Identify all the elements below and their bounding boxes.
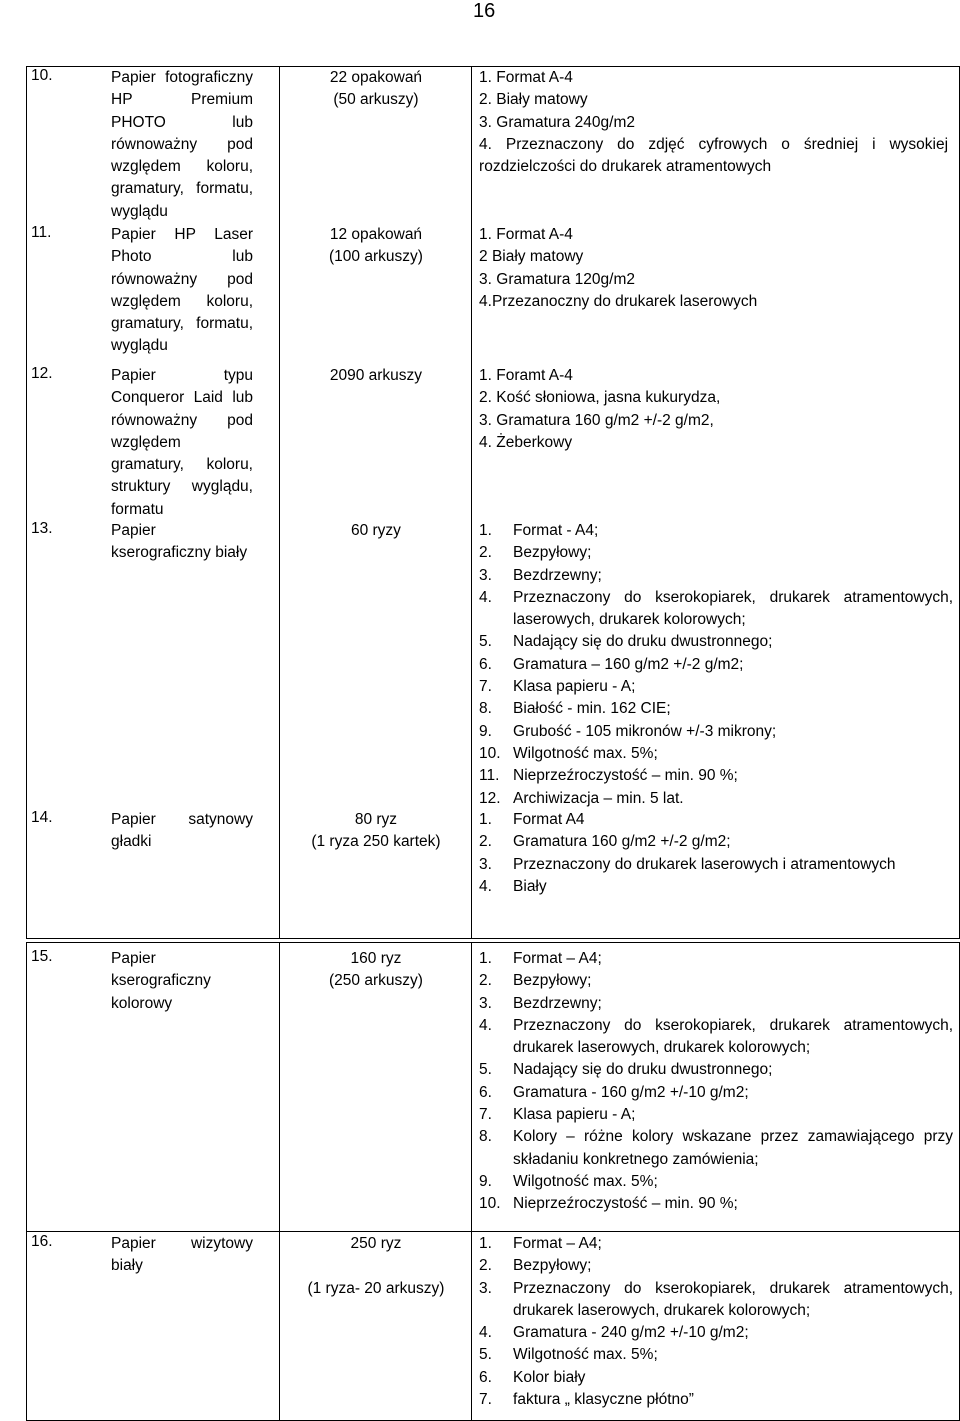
quantity-13	[280, 520, 471, 542]
item-number: 12.	[31, 365, 53, 382]
spec-item	[472, 970, 960, 992]
spec-item-number: 4.	[479, 588, 492, 606]
spec-item	[472, 1278, 960, 1300]
spec-line: 3. Gramatura 120g/m2	[479, 270, 635, 288]
item-name-line: gramatury, formatu,	[111, 315, 253, 333]
quantity-column	[280, 67, 472, 939]
spec-item-text: Format - A4;	[513, 522, 599, 539]
quantity-line: 12 opakowań	[329, 226, 423, 243]
item-name-line: Papier HP Laser	[111, 226, 253, 243]
item-name-line: Papier	[111, 522, 156, 539]
spec-item-number: 5.	[479, 633, 492, 651]
spec-item-number: 8.	[479, 1128, 492, 1146]
specification-column	[472, 943, 960, 1232]
item-name	[111, 1233, 253, 1278]
item-name-line: Papier fotograficzny	[111, 69, 253, 86]
item-name	[111, 948, 253, 1015]
spec-item-number: 3.	[479, 1279, 492, 1297]
spec-item-text: Klasa papieru - A;	[513, 678, 636, 696]
spec-item-number: 10.	[479, 1195, 501, 1213]
quantity-line: (250 arkuszy)	[329, 972, 423, 990]
spec-item-text: laserowych, drukarek kolorowych;	[513, 611, 746, 629]
spec-item-number: 7.	[479, 678, 492, 696]
item-name-line: Photo lub	[111, 248, 253, 266]
item-name-line: Papier wizytowy	[111, 1235, 253, 1252]
spec-line: 2 Biały matowy	[479, 248, 584, 266]
spec-line: 2. Kość słoniowa, jasna kukurydza,	[479, 389, 721, 407]
spec-item	[472, 1322, 960, 1344]
quantity-line	[280, 1255, 471, 1277]
quantity-line: 60 ryzy	[350, 522, 401, 539]
item-name	[111, 67, 253, 223]
quantity-line: (1 ryza 250 kartek)	[311, 833, 441, 851]
item-name-line: formatu	[111, 500, 164, 518]
spec-item-number: 12.	[479, 789, 501, 807]
spec-item-text: składaniu konkretnego zamówienia;	[513, 1150, 759, 1168]
item-name-line: równoważny pod	[111, 135, 253, 153]
paper-spec-table-1	[26, 66, 960, 939]
spec-item	[472, 721, 960, 743]
item-name-line: biały	[111, 1257, 143, 1275]
item-name-line: Papier	[111, 950, 156, 967]
quantity-line: 250 ryz	[350, 1235, 402, 1252]
spec-line: 3. Gramatura 240g/m2	[479, 113, 635, 131]
spec-item-number: 1.	[479, 811, 492, 828]
item-name-column	[27, 943, 280, 1232]
spec-item-number: 2.	[479, 1257, 492, 1275]
spec-item-number: 4.	[479, 1016, 492, 1034]
spec-item-number: 9.	[479, 1172, 492, 1190]
item-name-line: Papier satynowy	[111, 811, 253, 828]
spec-item	[472, 609, 960, 631]
spec-item-text: Bezpyłowy;	[513, 972, 592, 990]
spec-item-number: 1.	[479, 950, 492, 967]
quantity-line: 2090 arkuszy	[329, 367, 423, 384]
spec-item	[472, 1126, 960, 1148]
spec-item-text: Bezdrzewny;	[513, 994, 602, 1012]
spec-item	[472, 1171, 960, 1193]
quantity-14	[280, 809, 471, 854]
item-name-column	[27, 67, 280, 939]
quantity-10	[280, 67, 471, 112]
spec-item	[472, 1255, 960, 1277]
quantity-11	[280, 224, 471, 269]
spec-item	[472, 1344, 960, 1366]
spec-line: rozdzielczości do drukarek atramentowych	[479, 158, 772, 176]
spec-item-number: 6.	[479, 1368, 492, 1386]
spec-item	[472, 831, 960, 853]
spec-item-text: Format A4	[513, 811, 585, 828]
spec-item	[472, 565, 960, 587]
spec-item-number: 6.	[479, 655, 492, 673]
spec-item-text: Wilgotność max. 5%;	[513, 1172, 658, 1190]
spec-item	[472, 1059, 960, 1081]
spec-item-text: Białość - min. 162 CIE;	[513, 700, 671, 718]
spec-item-text: Nadający się do druku dwustronnego;	[513, 1061, 773, 1079]
spec-line: 4. Żeberkowy	[479, 433, 573, 451]
spec-item-text: Biały	[513, 877, 547, 895]
spec-11	[472, 224, 960, 313]
spec-item	[472, 948, 960, 970]
spec-item	[472, 993, 960, 1015]
spec-item-number: 3.	[479, 994, 492, 1012]
spec-line: 4.Przezanoczny do drukarek laserowych	[479, 292, 758, 310]
spec-item-text: Wilgotność max. 5%;	[513, 744, 658, 762]
item-name-line: Papier typu	[111, 367, 253, 384]
item-name	[111, 365, 253, 521]
spec-item-number: 7.	[479, 1106, 492, 1124]
spec-item	[472, 698, 960, 720]
spec-item-text: Klasa papieru - A;	[513, 1106, 636, 1124]
spec-item-text: Przeznaczony do kserokopiarek, drukarek atramentowych,	[513, 1279, 954, 1297]
spec-item	[472, 520, 960, 542]
spec-item	[472, 1082, 960, 1104]
spec-item-text: Przeznaczony do kserokopiarek, drukarek atramentowych,	[513, 588, 954, 606]
spec-line: 1. Foramt A-4	[479, 367, 573, 384]
item-name-line: struktury wyglądu,	[111, 478, 253, 496]
spec-item	[472, 854, 960, 876]
spec-item-number: 4.	[479, 1324, 492, 1342]
spec-item-number: 7.	[479, 1391, 492, 1409]
spec-item-text: Przeznaczony do kserokopiarek, drukarek atramentowych,	[513, 1016, 954, 1034]
spec-item-text: Bezpyłowy;	[513, 1257, 592, 1275]
spec-12	[472, 365, 960, 454]
item-name	[111, 809, 253, 854]
spec-item-text: Archiwizacja – min. 5 lat.	[513, 789, 684, 807]
item-number: 14.	[31, 809, 53, 826]
spec-item	[472, 1104, 960, 1126]
spec-item-text: Bezdrzewny;	[513, 566, 602, 584]
spec-item	[472, 1149, 960, 1171]
item-name-line: kserograficzny biały	[111, 544, 248, 562]
item-name-line: równoważny pod	[111, 411, 253, 429]
spec-line: 1. Format A-4	[479, 226, 573, 243]
item-name-line: gramatury, formatu,	[111, 180, 253, 198]
spec-item-text: Nieprzeźroczystość – min. 90 %;	[513, 1195, 738, 1213]
quantity-line: 160 ryz	[350, 950, 402, 967]
spec-item-number: 10.	[479, 744, 501, 762]
item-name-line: HP Premium	[111, 91, 253, 109]
spec-item-text: Format – A4;	[513, 1235, 602, 1252]
spec-10	[472, 67, 960, 178]
item-name-line: wyglądu	[111, 337, 168, 355]
quantity-column	[280, 943, 472, 1232]
quantity-16	[280, 1233, 471, 1300]
spec-item	[472, 542, 960, 564]
spec-item	[472, 676, 960, 698]
item-name-line: gładki	[111, 833, 152, 851]
item-number: 16.	[31, 1233, 53, 1250]
quantity-line: (100 arkuszy)	[329, 248, 423, 266]
spec-item	[472, 1367, 960, 1389]
item-name-line: względem	[111, 433, 181, 451]
item-number: 10.	[31, 67, 53, 84]
spec-item	[472, 1300, 960, 1322]
specification-column	[472, 1232, 960, 1421]
specification-column	[472, 67, 960, 939]
spec-item-text: drukarek laserowych, drukarek kolorowych;	[513, 1039, 811, 1057]
spec-item	[472, 654, 960, 676]
item-number: 15.	[31, 948, 53, 965]
spec-item-number: 11.	[479, 767, 500, 785]
spec-item-number: 1.	[479, 1235, 492, 1252]
spec-line: 2. Biały matowy	[479, 91, 588, 109]
spec-13	[472, 520, 960, 810]
spec-line: 3. Gramatura 160 g/m2 +/-2 g/m2,	[479, 411, 714, 429]
spec-item-number: 2.	[479, 833, 492, 851]
paper-spec-table-2	[26, 942, 960, 1421]
item-name-line: kserograficzny	[111, 972, 211, 990]
spec-item-number: 8.	[479, 700, 492, 718]
spec-item-text: Gramatura - 160 g/m2 +/-10 g/m2;	[513, 1083, 749, 1101]
item-name-line: równoważny pod	[111, 270, 253, 288]
spec-item-text: Kolor biały	[513, 1368, 586, 1386]
item-name-line: względem koloru,	[111, 292, 253, 310]
spec-item	[472, 1037, 960, 1059]
spec-item-text: Gramatura - 240 g/m2 +/-10 g/m2;	[513, 1324, 749, 1342]
quantity-column	[280, 1232, 472, 1421]
spec-item	[472, 1193, 960, 1215]
spec-line: 1. Format A-4	[479, 69, 573, 86]
spec-item	[472, 1389, 960, 1411]
item-number: 13.	[31, 520, 53, 537]
quantity-line: 22 opakowań	[329, 69, 423, 86]
spec-item	[472, 876, 960, 898]
spec-item	[472, 587, 960, 609]
item-name-line: gramatury, koloru,	[111, 456, 253, 474]
item-name	[111, 520, 253, 565]
spec-item-number: 3.	[479, 566, 492, 584]
spec-item-text: Nadający się do druku dwustronnego;	[513, 633, 773, 651]
spec-item-number: 1.	[479, 522, 492, 539]
spec-item	[472, 809, 960, 831]
spec-item-text: Grubość - 105 mikronów +/-3 mikrony;	[513, 722, 777, 740]
spec-line: 4. Przeznaczony do zdjęć cyfrowych o średniej i wysokiej	[479, 135, 949, 153]
spec-item-text: drukarek laserowych, drukarek kolorowych;	[513, 1301, 811, 1319]
quantity-15	[280, 948, 471, 993]
spec-14	[472, 809, 960, 898]
table-row	[27, 67, 960, 939]
quantity-line: (50 arkuszy)	[333, 91, 419, 109]
item-name-line: kolorowy	[111, 994, 173, 1012]
quantity-12	[280, 365, 471, 387]
spec-item-number: 2.	[479, 544, 492, 562]
item-number: 11.	[31, 224, 52, 241]
spec-item-text: Bezpyłowy;	[513, 544, 592, 562]
spec-item-number: 3.	[479, 855, 492, 873]
spec-item	[472, 743, 960, 765]
spec-item-number: 5.	[479, 1346, 492, 1364]
spec-item-number: 4.	[479, 877, 492, 895]
spec-item	[472, 1233, 960, 1255]
item-name	[111, 224, 253, 358]
quantity-line: (1 ryza- 20 arkuszy)	[307, 1279, 445, 1297]
spec-item-text: Format – A4;	[513, 950, 602, 967]
spec-item-text: Wilgotność max. 5%;	[513, 1346, 658, 1364]
spec-item-text: Kolory – różne kolory wskazane przez zamawiającego przy	[513, 1128, 954, 1146]
spec-item-number: 9.	[479, 722, 492, 740]
item-name-line: PHOTO lub	[111, 113, 253, 131]
item-name-line: względem koloru,	[111, 158, 253, 176]
spec-item-number: 6.	[479, 1083, 492, 1101]
item-name-line: wyglądu	[111, 202, 168, 220]
spec-item	[472, 631, 960, 653]
spec-item-text: Gramatura 160 g/m2 +/-2 g/m2;	[513, 833, 731, 851]
item-name-column	[27, 1232, 280, 1421]
spec-item-number: 2.	[479, 972, 492, 990]
spec-item-text: Nieprzeźroczystość – min. 90 %;	[513, 767, 738, 785]
spec-item	[472, 788, 960, 810]
spec-item-number: 5.	[479, 1061, 492, 1079]
spec-item-text: faktura „ klasyczne płótno”	[513, 1391, 694, 1409]
spec-item	[472, 1015, 960, 1037]
quantity-line: 80 ryz	[354, 811, 398, 828]
spec-item-text: Przeznaczony do drukarek laserowych i atramentowych	[513, 855, 896, 873]
spec-16	[472, 1233, 960, 1411]
spec-15	[472, 948, 960, 1216]
table-row	[27, 1232, 960, 1421]
page-number: 16	[473, 0, 496, 22]
table-row	[27, 943, 960, 1232]
item-name-line: Conqueror Laid lub	[111, 389, 253, 407]
spec-item-text: Gramatura – 160 g/m2 +/-2 g/m2;	[513, 655, 744, 673]
spec-item	[472, 765, 960, 787]
